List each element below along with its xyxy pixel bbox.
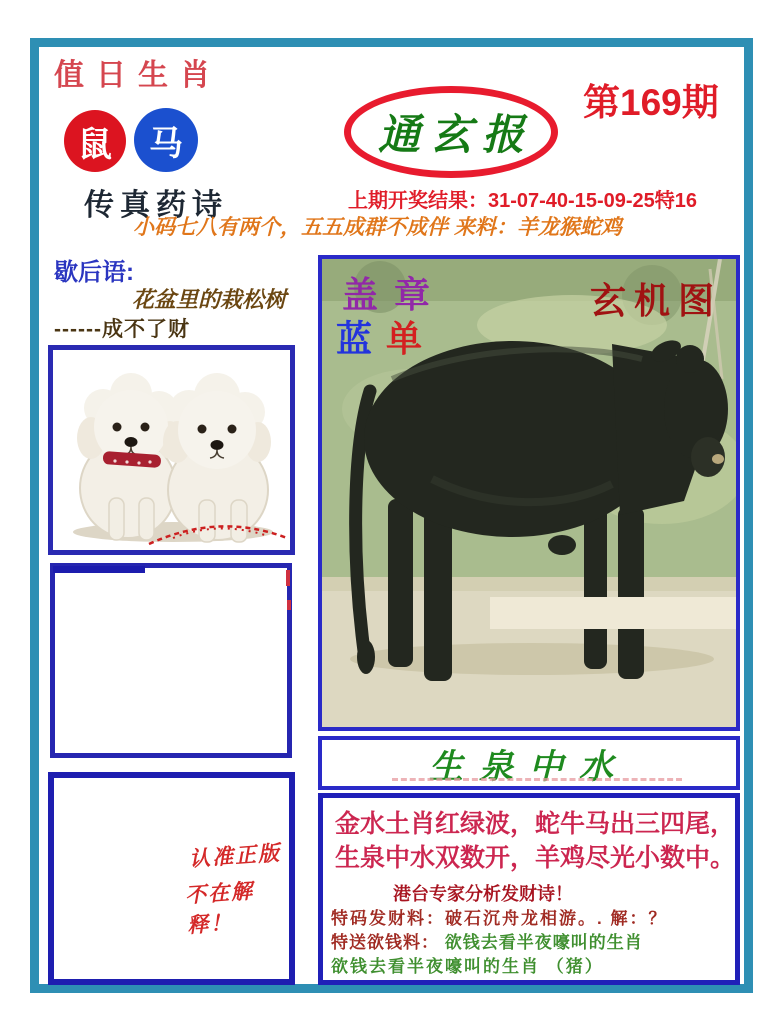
masthead-title: 通玄报 [377, 111, 534, 158]
authentic-line-2: 不在解释！ [184, 879, 255, 938]
special-number-line: 特码发财料：破石沉舟龙相游。. 解：？ [331, 909, 668, 928]
stamp-remnant-mark [286, 570, 290, 586]
masthead-oval [344, 86, 558, 178]
fax-poem-heading: 传真药诗 [84, 189, 228, 222]
tip-line: 小码七八有两个，五五成群不成伴 来料：羊龙猴蛇鸡 [133, 216, 622, 239]
dogs-photo-box [48, 345, 295, 555]
authentic-line-1: 认准正版 [188, 841, 282, 872]
stamp-remnant-mark [287, 600, 291, 610]
faded-print-remnant [392, 778, 682, 781]
zodiac-horse-char: 马 [149, 124, 183, 163]
authenticity-box [48, 772, 295, 985]
last-draw-result: 上期开奖结果：31-07-40-15-09-25特16 [348, 190, 698, 212]
empty-content-box [50, 563, 292, 758]
mystery-picture-title: 玄机图 [589, 280, 722, 321]
blue-char: 蓝 [336, 318, 373, 359]
caption-box [318, 736, 740, 790]
riddle-line-top: 花盆里的栽松树 [132, 287, 287, 312]
riddle-line-bottom: ------成不了财 [54, 318, 190, 341]
xiehouyu-label: 歇后语: [54, 259, 134, 286]
caption-text: 生泉中水 [429, 747, 629, 786]
single-char: 单 [386, 318, 423, 359]
zodiac-badge-horse [134, 108, 198, 172]
stamp-overlay-label: 盖章 [342, 274, 447, 315]
duty-zodiac-heading: 值日生肖 [54, 59, 222, 92]
issue-number: 第169期 [583, 82, 719, 123]
poem-line-2: 生泉中水双数开，羊鸡尽光小数中。 [335, 844, 736, 872]
money-tip-label: 特送欲钱料： [331, 933, 439, 952]
box-border-fragment [53, 566, 145, 573]
mystery-picture-box [318, 255, 740, 731]
two-white-dogs-photo [53, 350, 290, 550]
money-tip-line [331, 928, 643, 953]
zodiac-badge-rat [64, 110, 126, 172]
analysis-title: 港台专家分析发财诗！ [393, 884, 573, 904]
answer-line: 欲钱去看半夜嚎叫的生肖 （猪） [331, 957, 604, 976]
blue-single-overlay [336, 311, 422, 362]
poem-line-1: 金水土肖红绿波，蛇牛马出三四尾， [335, 810, 736, 838]
poem-box [318, 793, 740, 985]
zodiac-rat-char: 鼠 [78, 125, 112, 164]
money-tip-text: 欲钱去看半夜嚎叫的生肖 [444, 933, 643, 952]
